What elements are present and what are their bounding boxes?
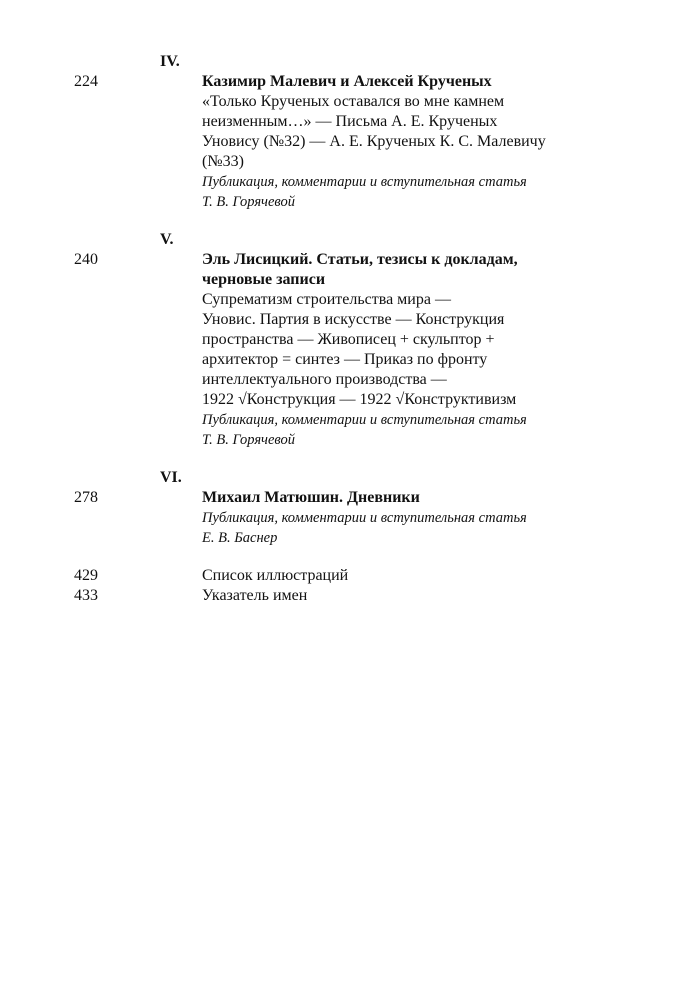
entry-subtitle <box>202 290 592 410</box>
section-roman-numeral: VI. <box>160 469 182 486</box>
entry-title-line: Эль Лисицкий. Статьи, тезисы к докладам, <box>202 251 518 268</box>
entry-credit-line: Т. В. Горячевой <box>202 194 296 210</box>
entry-title-line: Михаил Матюшин. Дневники <box>202 489 420 506</box>
entry-credit-line: Т. В. Горячевой <box>202 432 296 448</box>
entry-credit-line: Публикация, комментарии и вступительная статья <box>202 174 527 190</box>
entry-title <box>202 488 592 508</box>
entry-subtitle-line: архитектор = синтез — Приказ по фронту <box>202 351 488 368</box>
entry-publication-credit <box>202 172 592 212</box>
entry-title-line: черновые записи <box>202 271 326 288</box>
entry-subtitle-line: интеллектуального производства — <box>202 371 447 388</box>
section-roman-numeral: IV. <box>160 53 180 70</box>
section-roman-numeral: V. <box>160 231 174 248</box>
entry-subtitle-line: 1922 √Конструкция — 1922 √Конструктивизм <box>202 391 517 408</box>
entry-title-line: Казимир Малевич и Алексей Крученых <box>202 73 492 90</box>
entry-subtitle-line: (№33) <box>202 153 244 170</box>
entry-credit-line: Публикация, комментарии и вступительная статья <box>202 510 527 526</box>
entry-subtitle-line: «Только Крученых оставался во мне камнем <box>202 93 505 110</box>
entry-page-number: 224 <box>74 73 98 90</box>
toc-entry-name-index <box>0 586 676 606</box>
entry-title <box>202 72 592 92</box>
entry-page-number: 278 <box>74 489 98 506</box>
entry-title <box>202 250 592 290</box>
entry-body <box>202 488 592 548</box>
entry-subtitle-line: Уновису (№32) — А. Е. Крученых К. С. Малевичу <box>202 133 546 150</box>
entry-publication-credit <box>202 410 592 450</box>
entry-credit-line: Публикация, комментарии и вступительная статья <box>202 412 527 428</box>
entry-label: Указатель имен <box>202 587 308 604</box>
entry-page-number: 429 <box>74 567 98 584</box>
entry-label: Список иллюстраций <box>202 567 349 584</box>
entry-subtitle <box>202 92 592 172</box>
entry-credit-line: Е. В. Баснер <box>202 530 278 546</box>
entry-publication-credit <box>202 508 592 548</box>
entry-page-number: 240 <box>74 251 98 268</box>
toc-entry-illustrations <box>0 566 676 586</box>
entry-subtitle-line: пространства — Живописец + скульптор + <box>202 331 495 348</box>
entry-body <box>202 72 592 212</box>
entry-page-number: 433 <box>74 587 98 604</box>
entry-body <box>202 250 592 450</box>
entry-subtitle-line: Уновис. Партия в искусстве — Конструкция <box>202 311 505 328</box>
entry-subtitle-line: Супрематизм строительства мира — <box>202 291 451 308</box>
entry-subtitle-line: неизменным…» — Письма А. Е. Крученых <box>202 113 498 130</box>
